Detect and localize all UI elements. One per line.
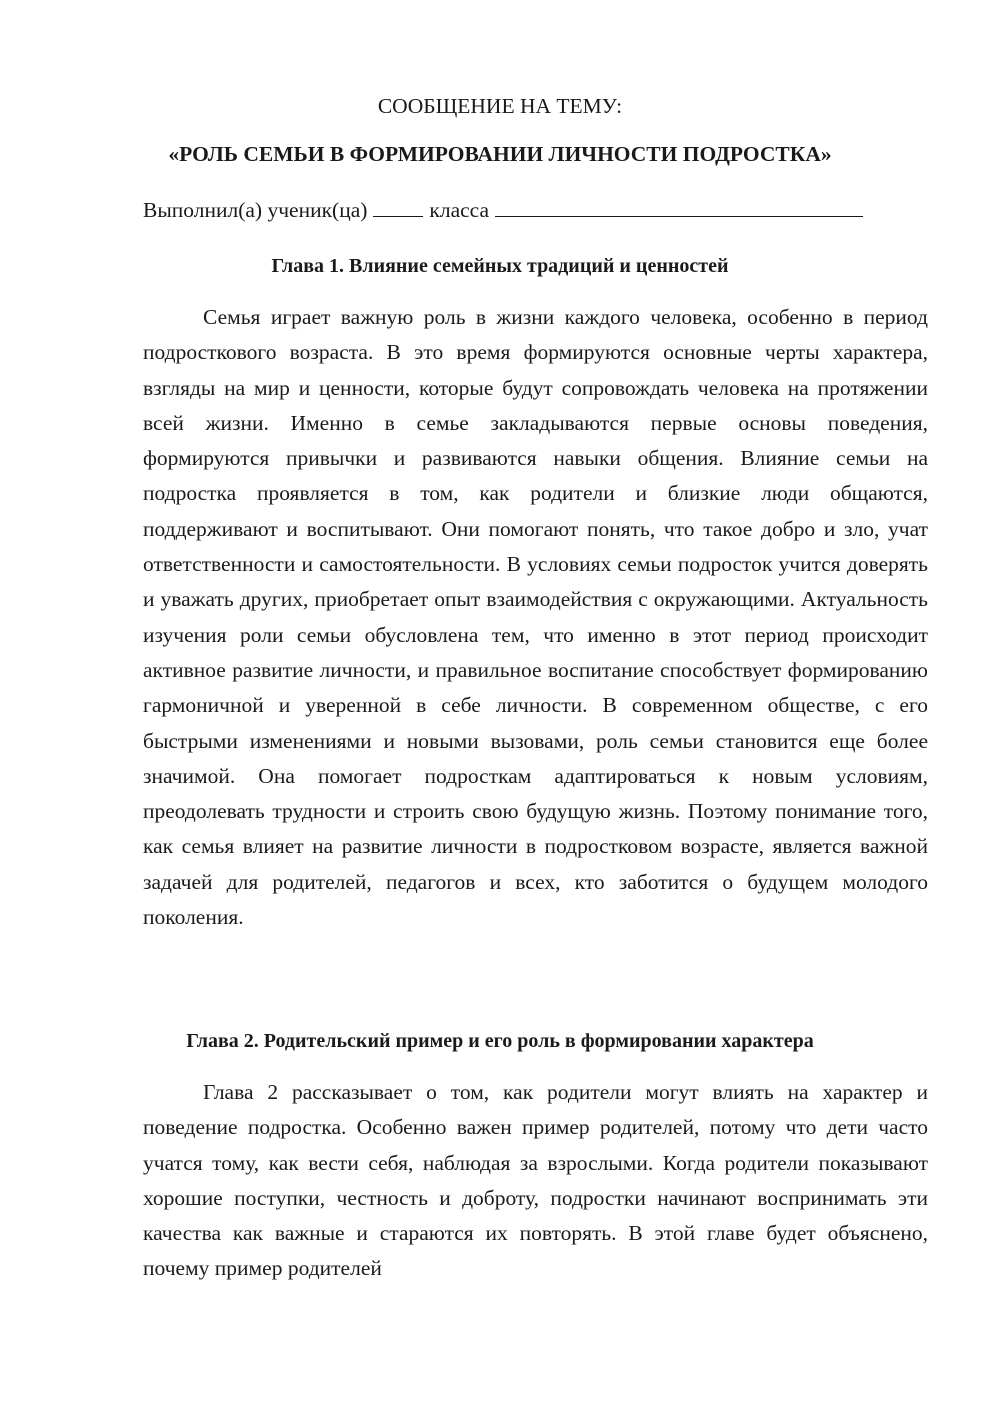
chapter-2-paragraph: Глава 2 рассказывает о том, как родители могут влиять на характер и поведение подростка. Особенно важен пример родителей, потому что дети часто учатся тому, как вести себя, наблюдая за взрослыми. Когда родители показывают хорошие поступки, честность и доброту, подростки начинают воспринимать эти качества как важные и стараются их повторять. В этой главе будет объяснено, почему пример родителей <box>143 1080 928 1281</box>
document-title-topic: «РОЛЬ СЕМЬИ В ФОРМИРОВАНИИ ЛИЧНОСТИ ПОДРОСТКА» <box>168 142 832 166</box>
student-name-blank <box>495 198 863 217</box>
class-label: класса <box>429 198 490 222</box>
document-title-line-1: СООБЩЕНИЕ НА ТЕМУ: <box>377 94 623 118</box>
chapter-1-heading: Глава 1. Влияние семейных традиций и ценностей <box>271 255 729 277</box>
chapter-1-paragraph: Семья играет важную роль в жизни каждого человека, особенно в период подросткового возраста. В это время формируются основные черты характера, взгляды на мир и ценности, которые будут сопровождать человека на протяжении всей жизни. Именно в семье закладываются первые основы поведения, формируются привычки и развиваются навыки общения. Влияние семьи на подростка проявляется в том, как родители и близкие люди общаются, поддерживают и воспитывают. Они помогают понять, что такое добро и зло, учат ответственности и самостоятельности. В условиях семьи подросток учится доверять и уважать других, приобретает опыт взаимодействия с окружающими. Актуальность изучения роли семьи обусловлена тем, что именно в этот период происходит активное развитие личности, и правильное воспитание способствует формированию гармоничной и уверенной в себе личности. В современном обществе, с его быстрыми изменениями и новыми вызовами, роль семьи становится еще более значимой. Она помогает подросткам адаптироваться к новым условиям, преодолевать трудности и строить свою будущую жизнь. Поэтому понимание того, как семья влияет на развитие личности в подростковом возрасте, является важной задачей для родителей, педагогов и всех, кто заботится о будущем молодого поколения. <box>143 305 928 930</box>
class-number-blank <box>373 198 423 217</box>
author-line <box>143 198 933 223</box>
performed-by-label: Выполнил(а) ученик(ца) <box>143 198 368 222</box>
chapter-2-heading: Глава 2. Родительский пример и его роль в формировании характера <box>186 1030 814 1052</box>
